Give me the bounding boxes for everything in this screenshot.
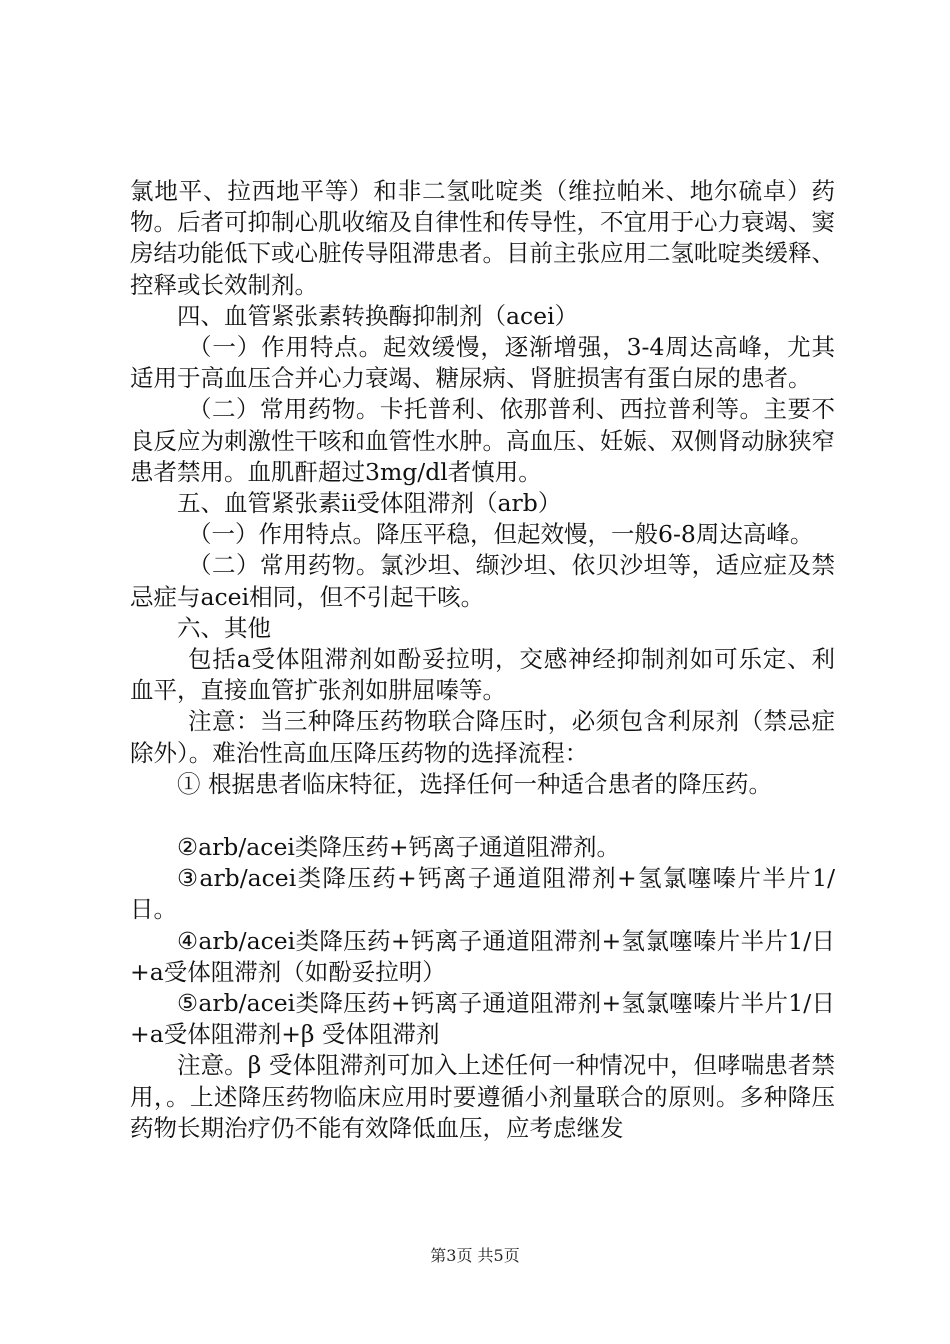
- paragraph-acei-features: （一）作用特点。起效缓慢，逐渐增强，3-4周达高峰，尤其适用于高血压合并心力衰竭、糖尿病、肾脏损害有蛋白尿的患者。: [130, 333, 835, 393]
- paragraph-other-drugs: 包括a受体阻滞剂如酚妥拉明，交感神经抑制剂如可乐定、利血平，直接血管扩张剂如肼屈嗪等。: [130, 645, 835, 705]
- flow-step-2: ②arb/acei类降压药+钙离子通道阻滞剂。: [177, 833, 621, 862]
- blank-line: [130, 800, 835, 832]
- flow-step-4: ④arb/acei类降压药+钙离子通道阻滞剂+氢氯噻嗪片半片1/日+a受体阻滞剂（如酚妥拉明）: [130, 926, 835, 986]
- section-heading-other: 六、其他: [177, 613, 271, 642]
- page-number-footer: 第3页 共5页: [430, 1246, 520, 1265]
- section-heading-arb: 五、血管紧张素ii受体阻滞剂（arb）: [177, 489, 562, 518]
- paragraph-note-beta-blocker: 注意。β 受体阻滞剂可加入上述任何一种情况中，但哮喘患者禁用，。上述降压药物临床应用时要遵循小剂量联合的原则。多种降压药物长期治疗仍不能有效降低血压，应考虑继发: [130, 1051, 835, 1142]
- flow-step-1: ① 根据患者临床特征，选择任何一种适合患者的降压药。: [177, 769, 772, 798]
- paragraph-acei-drugs: （二）常用药物。卡托普利、依那普利、西拉普利等。主要不良反应为刺激性干咳和血管性水肿。高血压、妊娠、双侧肾动脉狭窄患者禁用。血肌酐超过3mg/dl者慎用。: [130, 395, 835, 486]
- paragraph-ccb-continued: 氯地平、拉西地平等）和非二氢吡啶类（维拉帕米、地尔硫卓）药物。后者可抑制心肌收缩及自律性和传导性，不宜用于心力衰竭、窦房结功能低下或心脏传导阻滞患者。目前主张应用二氢吡啶类缓释、控释或长效制剂。: [130, 177, 835, 299]
- flow-step-3: ③arb/acei类降压药+钙离子通道阻滞剂+氢氯噻嗪片半片1/日。: [130, 864, 835, 924]
- body-text: [130, 176, 835, 1144]
- section-heading-acei: 四、血管紧张素转换酶抑制剂（acei）: [177, 301, 579, 330]
- paragraph-arb-drugs: （二）常用药物。氯沙坦、缬沙坦、依贝沙坦等，适应症及禁忌症与acei相同，但不引起干咳。: [130, 551, 835, 611]
- paragraph-note-combination: 注意：当三种降压药物联合降压时，必须包含利尿剂（禁忌症除外）。难治性高血压降压药物的选择流程：: [130, 707, 835, 767]
- paragraph-arb-features: （一）作用特点。降压平稳，但起效慢，一般6-8周达高峰。: [188, 520, 814, 549]
- flow-step-5: ⑤arb/acei类降压药+钙离子通道阻滞剂+氢氯噻嗪片半片1/日+a受体阻滞剂+β 受体阻滞剂: [130, 989, 835, 1049]
